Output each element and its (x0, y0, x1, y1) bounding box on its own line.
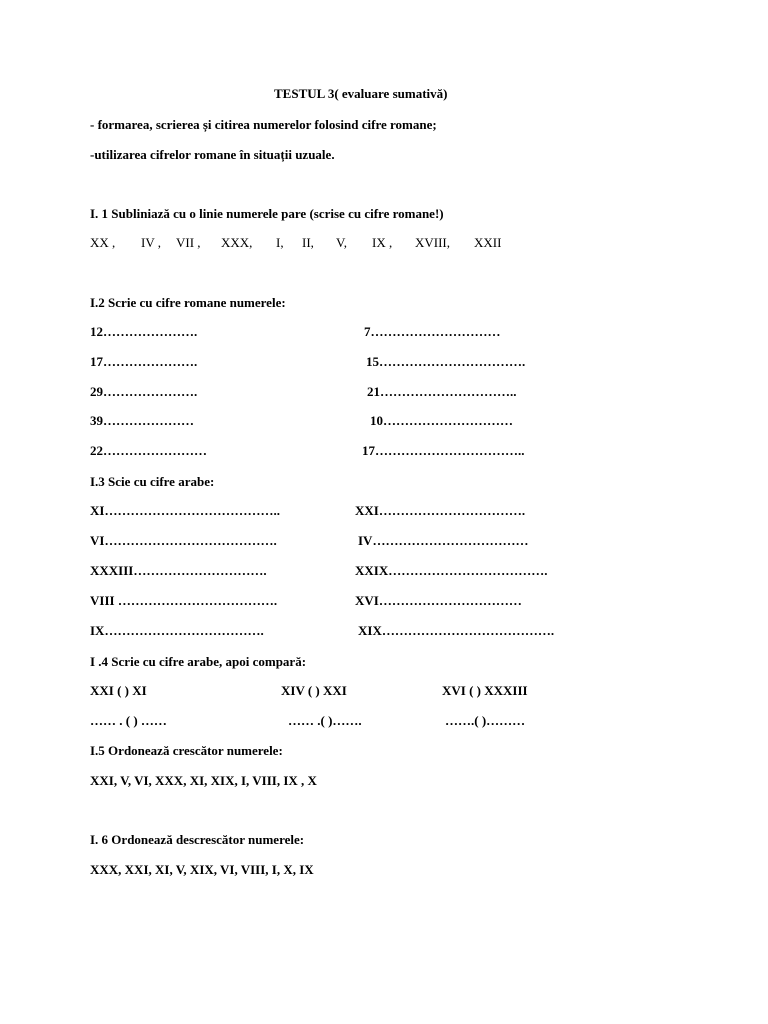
compare-answer: …….( )……… (445, 713, 526, 728)
roman-item: IV , (141, 235, 161, 250)
exercise-line: 39………………… (90, 413, 194, 428)
roman-item: XXII (474, 235, 502, 250)
roman-item: I, (276, 235, 284, 250)
compare-item: XVI ( ) XXXIII (442, 683, 528, 698)
exercise-line: VIII ………………………………. (90, 593, 278, 608)
exercise-line: XI………………………………….. (90, 503, 280, 518)
exercise-line: IX………………………………. (90, 623, 264, 638)
exercise-line: 29…………………. (90, 384, 198, 399)
compare-item: XXI ( ) XI (90, 683, 147, 698)
roman-item: XXX, (221, 235, 253, 250)
compare-answer: …… .( )……. (288, 713, 362, 728)
exercise-line: VI…………………………………. (90, 533, 277, 548)
compare-answer: …… . ( ) …… (90, 713, 167, 728)
exercise-line: 12…………………. (90, 324, 198, 339)
exercise-line: 7………………………… (364, 324, 501, 339)
section3-heading: I.3 Scie cu cifre arabe: (90, 474, 215, 489)
exercise-line: 21………………………….. (367, 384, 517, 399)
section1-heading: I. 1 Subliniază cu o linie numerele pare (scrise cu cifre romane!) (90, 206, 444, 221)
roman-item: XX , (90, 235, 116, 250)
exercise-line: 17…………………. (90, 354, 198, 369)
section5-heading: I.5 Ordonează crescător numerele: (90, 743, 283, 758)
exercise-line: XIX…………………………………. (358, 623, 555, 638)
compare-item: XIV ( ) XXI (281, 683, 347, 698)
objective-2: -utilizarea cifrelor romane în situații uzuale. (90, 147, 335, 162)
exercise-line: 17…………………………….. (362, 443, 525, 458)
roman-item: XVIII, (415, 235, 451, 250)
section6-heading: I. 6 Ordonează descrescător numerele: (90, 832, 305, 847)
exercise-line: 22…………………… (90, 443, 207, 458)
roman-item: II, (302, 235, 314, 250)
exercise-line: 10………………………… (370, 413, 513, 428)
roman-item: VII , (176, 235, 201, 250)
exercise-line: 15……………………………. (366, 354, 526, 369)
roman-item: IX , (372, 235, 393, 250)
order-list-ascending: XXI, V, VI, XXX, XI, XIX, I, VIII, IX , X (90, 773, 317, 788)
order-list-descending: XXX, XXI, XI, V, XIX, VI, VIII, I, X, IX (90, 862, 314, 877)
roman-item: V, (336, 235, 347, 250)
section2-heading: I.2 Scrie cu cifre romane numerele: (90, 295, 286, 310)
objective-1: - formarea, scrierea și citirea numerelor folosind cifre romane; (90, 117, 437, 132)
page-title: TESTUL 3( evaluare sumativă) (274, 86, 448, 101)
exercise-line: XVI…………………………… (355, 593, 522, 608)
exercise-line: XXIX………………………………. (355, 563, 548, 578)
exercise-line: IV……………………………… (358, 533, 529, 548)
exercise-line: XXI……………………………. (355, 503, 526, 518)
section4-heading: I .4 Scrie cu cifre arabe, apoi compară: (90, 654, 307, 669)
exercise-line: XXXIII…………………………. (90, 563, 267, 578)
